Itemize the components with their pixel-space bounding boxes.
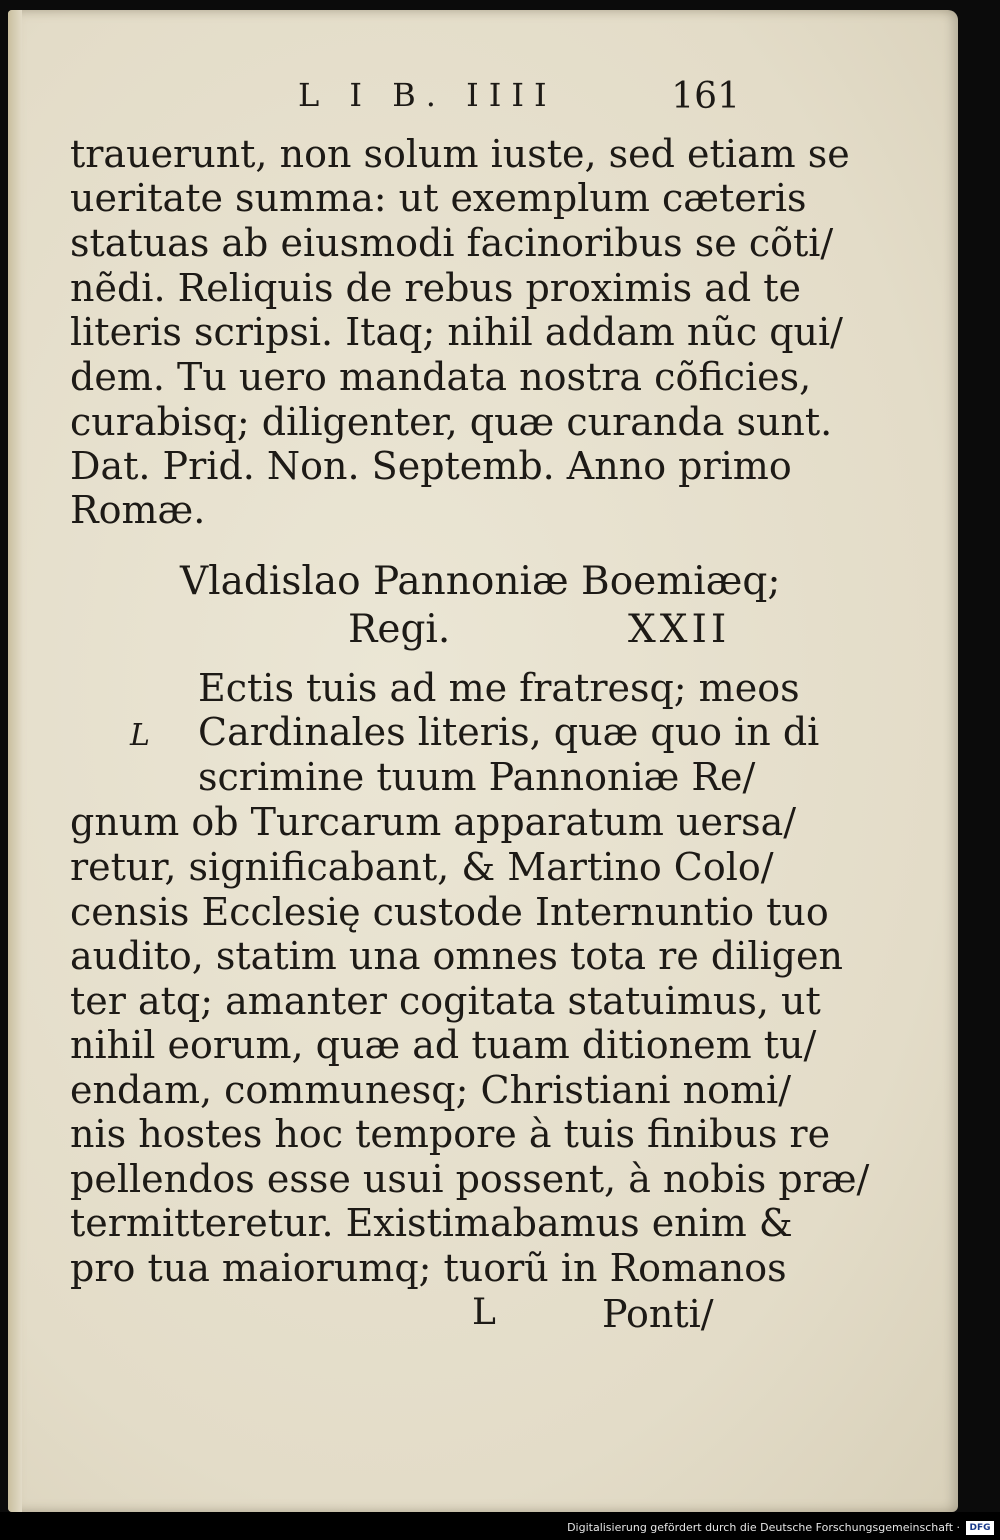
text-line: statuas ab eiusmodi facinoribus se cõti/	[70, 221, 834, 265]
text-line: literis scripsi. Itaq; nihil addam nũc qui/	[70, 310, 843, 354]
text-line: scrimine tuum Pannoniæ Re/	[198, 755, 756, 799]
text-line: gnum ob Turcarum apparatum uersa/	[70, 800, 797, 844]
text-line: censis Ecclesię custode Internuntio tuo	[70, 890, 829, 934]
text-line: audito, statim una omnes tota re diligen	[70, 934, 843, 978]
letter-heading-regi: Regi.	[348, 607, 451, 652]
text-line: trauerunt, non solum iuste, sed etiam se	[70, 132, 850, 176]
page-header	[70, 76, 740, 126]
running-head: L I B. IIII	[298, 76, 557, 114]
text-line: Dat. Prid. Non. Septemb. Anno primo	[70, 444, 792, 488]
credit-bar	[0, 1512, 1000, 1540]
text-line: Romæ.	[70, 488, 206, 532]
credit-text: Digitalisierung gefördert durch die Deutsche Forschungsgemeinschaft ·	[567, 1521, 960, 1534]
text-line: dem. Tu uero mandata nostra cõficies,	[70, 355, 812, 399]
text-line: Cardinales literis, quæ quo in di	[198, 710, 820, 754]
page-gutter	[8, 10, 22, 1512]
text-line: endam, communesq; Christiani nomi/	[70, 1068, 791, 1112]
text-line: ueritate summa: ut exemplum cæteris	[70, 176, 807, 220]
dfg-logo: DFG	[966, 1521, 994, 1535]
text-line: termitteretur. Existimabamus enim &	[70, 1201, 793, 1245]
text-line: nẽdi. Reliquis de rebus proximis ad te	[70, 266, 801, 310]
text-line: retur, significabant, & Martino Colo/	[70, 845, 774, 889]
text-line: pellendos esse usui possent, à nobis præ/	[70, 1157, 870, 1201]
catchword: Ponti/	[602, 1292, 714, 1336]
text-line: curabisq; diligenter, quæ curanda sunt.	[70, 400, 833, 444]
text-line: pro tua maiorumq; tuorũ in Romanos	[70, 1246, 787, 1290]
text-line: ter atq; amanter cogitata statuimus, ut	[70, 979, 821, 1023]
letter-heading: Vladislao Pannoniæ Boemiæq;	[180, 559, 781, 604]
page-number: 161	[671, 76, 740, 117]
letter-number: XXII	[628, 607, 731, 652]
text-line: nis hostes hoc tempore à tuis finibus re	[70, 1112, 831, 1156]
text-line: Ectis tuis ad me fratresq; meos	[198, 666, 800, 710]
text-line: nihil eorum, quæ ad tuam ditionem tu/	[70, 1023, 817, 1067]
drop-cap-guide-letter: L	[130, 718, 150, 753]
signature-mark: L	[472, 1292, 496, 1333]
